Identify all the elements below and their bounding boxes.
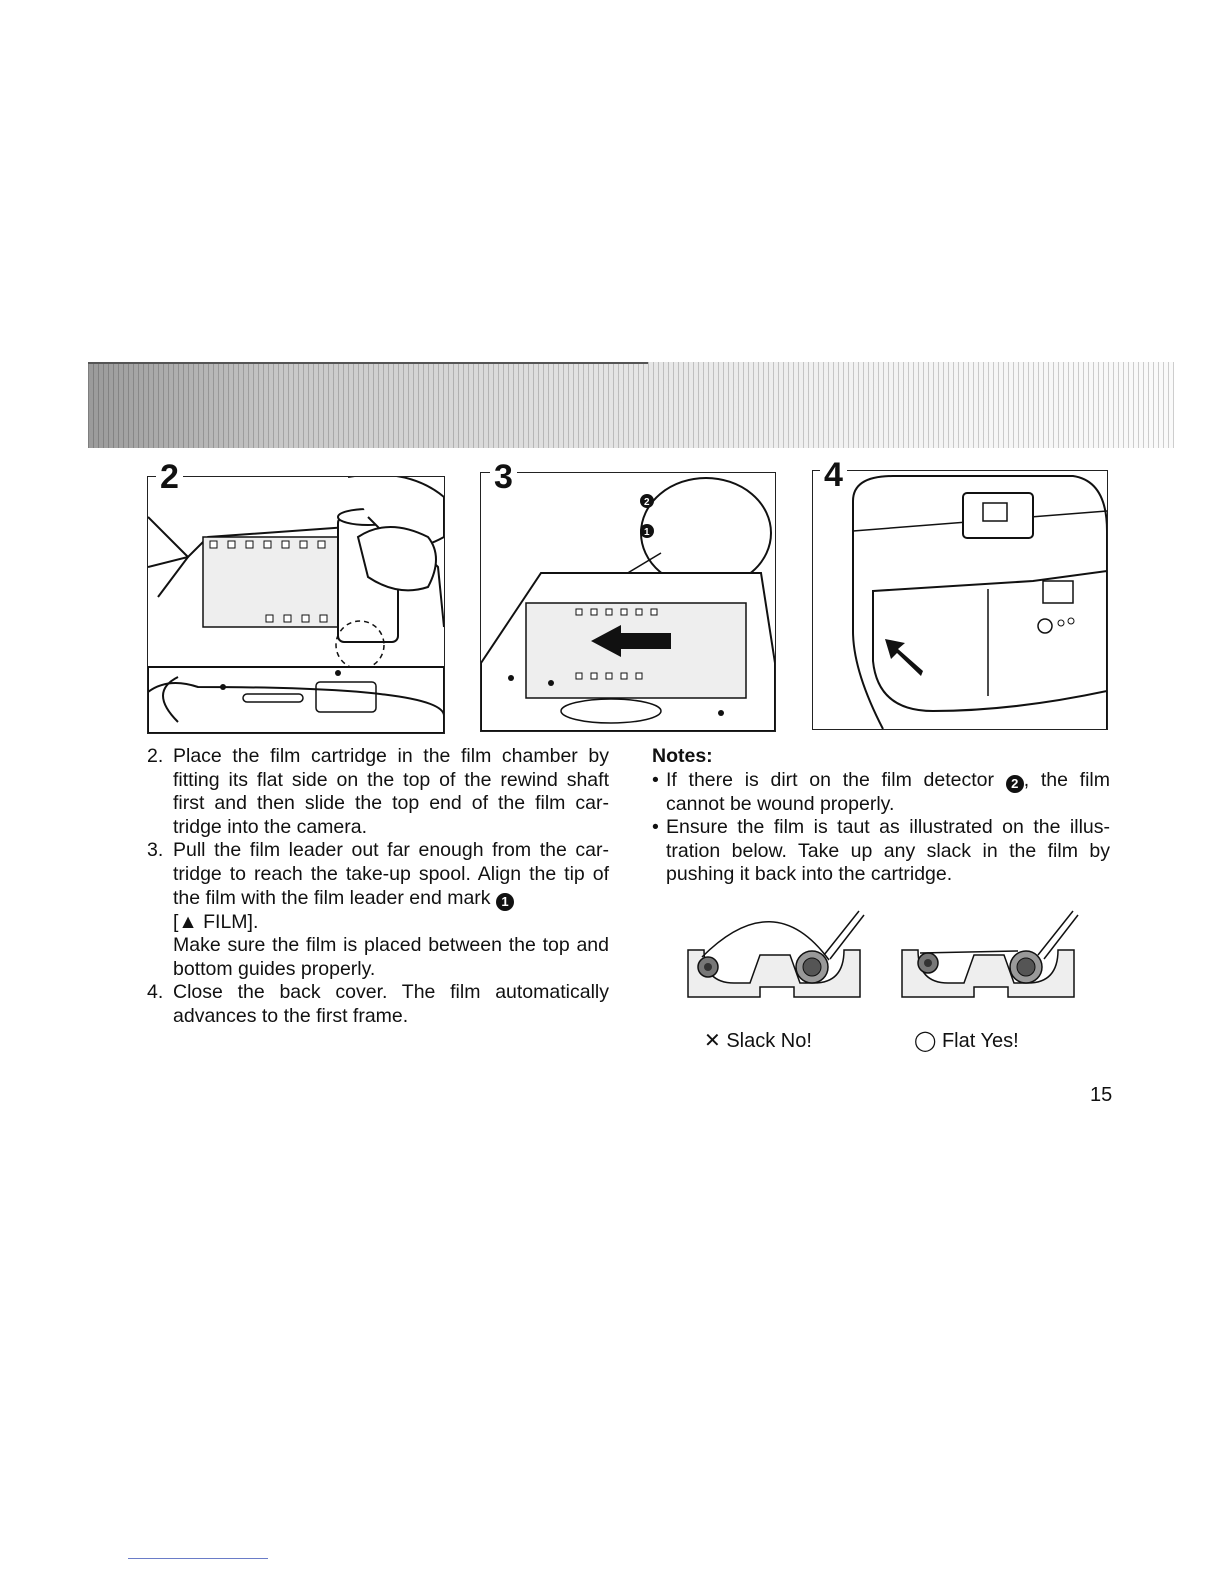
note-2-text: Ensure the film is taut as illustrated on the illus- tration below. Take up any slack in the film by pushing it back into the cartridge.: [666, 816, 1110, 886]
note-bullet: •: [652, 816, 659, 839]
figure-4-number: 4: [820, 458, 847, 492]
svg-text:2: 2: [644, 497, 650, 508]
slack-film-drawing: [684, 905, 866, 1005]
note-1-text-b: , the film cannot be wound properly.: [666, 768, 1111, 815]
footer-rule: [128, 1558, 268, 1559]
slack-film-illustration: [684, 905, 866, 1005]
notes-column: [652, 745, 1110, 887]
step-3-text-b: [▲ FILM].: [173, 910, 259, 933]
note-item: [652, 769, 1110, 817]
figure-4-illustration: [812, 470, 1108, 730]
note-1-text: [666, 769, 1110, 817]
note-1-text-a: If there is dirt on the film detector: [666, 768, 995, 791]
slack-caption: ✕ Slack No!: [704, 1030, 812, 1052]
step-3-para-1: [173, 839, 609, 934]
step-2-text: Place the film cartridge in the film chamber by fitting its flat side on the top of the rewind shaft first and then slide the top end of the film car- tridge into the camera.: [173, 745, 609, 838]
step-3-number: 3.: [147, 839, 164, 862]
film-detector-mark-icon: 2: [1006, 775, 1024, 793]
svg-text:1: 1: [644, 527, 650, 538]
step-3-text-a: Pull the film leader out far enough from the car- tridge to reach the take-up spool. Align the tip of the film with the film leader end mark: [173, 839, 609, 909]
step-4-text: Close the back cover. The film automatically advances to the first frame.: [173, 981, 609, 1027]
figure-2-number: 2: [156, 460, 183, 494]
flat-caption: ◯ Flat Yes!: [914, 1030, 1019, 1052]
cartridge-insert-drawing: [148, 477, 444, 733]
step-4: [147, 981, 609, 1028]
steps-column: [147, 745, 609, 1029]
figure-3-illustration: [480, 472, 776, 732]
page-number: 15: [1090, 1084, 1113, 1106]
step-4-number: 4.: [147, 981, 164, 1004]
film-leader-mark-icon: 1: [496, 893, 514, 911]
close-back-cover-drawing: [813, 471, 1107, 729]
flat-film-drawing: [898, 905, 1080, 1005]
step-3-para-2: Make sure the film is placed between the top and bottom guides properly.: [173, 934, 609, 980]
flat-film-illustration: [898, 905, 1080, 1005]
figure-2-illustration: [147, 476, 445, 734]
figure-3-number: 3: [490, 460, 517, 494]
header-band: [88, 362, 1174, 448]
step-3-body: [173, 839, 609, 981]
notes-title: Notes:: [652, 745, 713, 767]
note-bullet: •: [652, 768, 659, 791]
step-2-number: 2.: [147, 745, 164, 767]
step-2: [147, 745, 609, 839]
film-leader-drawing: [481, 473, 775, 731]
note-item: [652, 816, 1110, 887]
step-3: [147, 839, 609, 981]
